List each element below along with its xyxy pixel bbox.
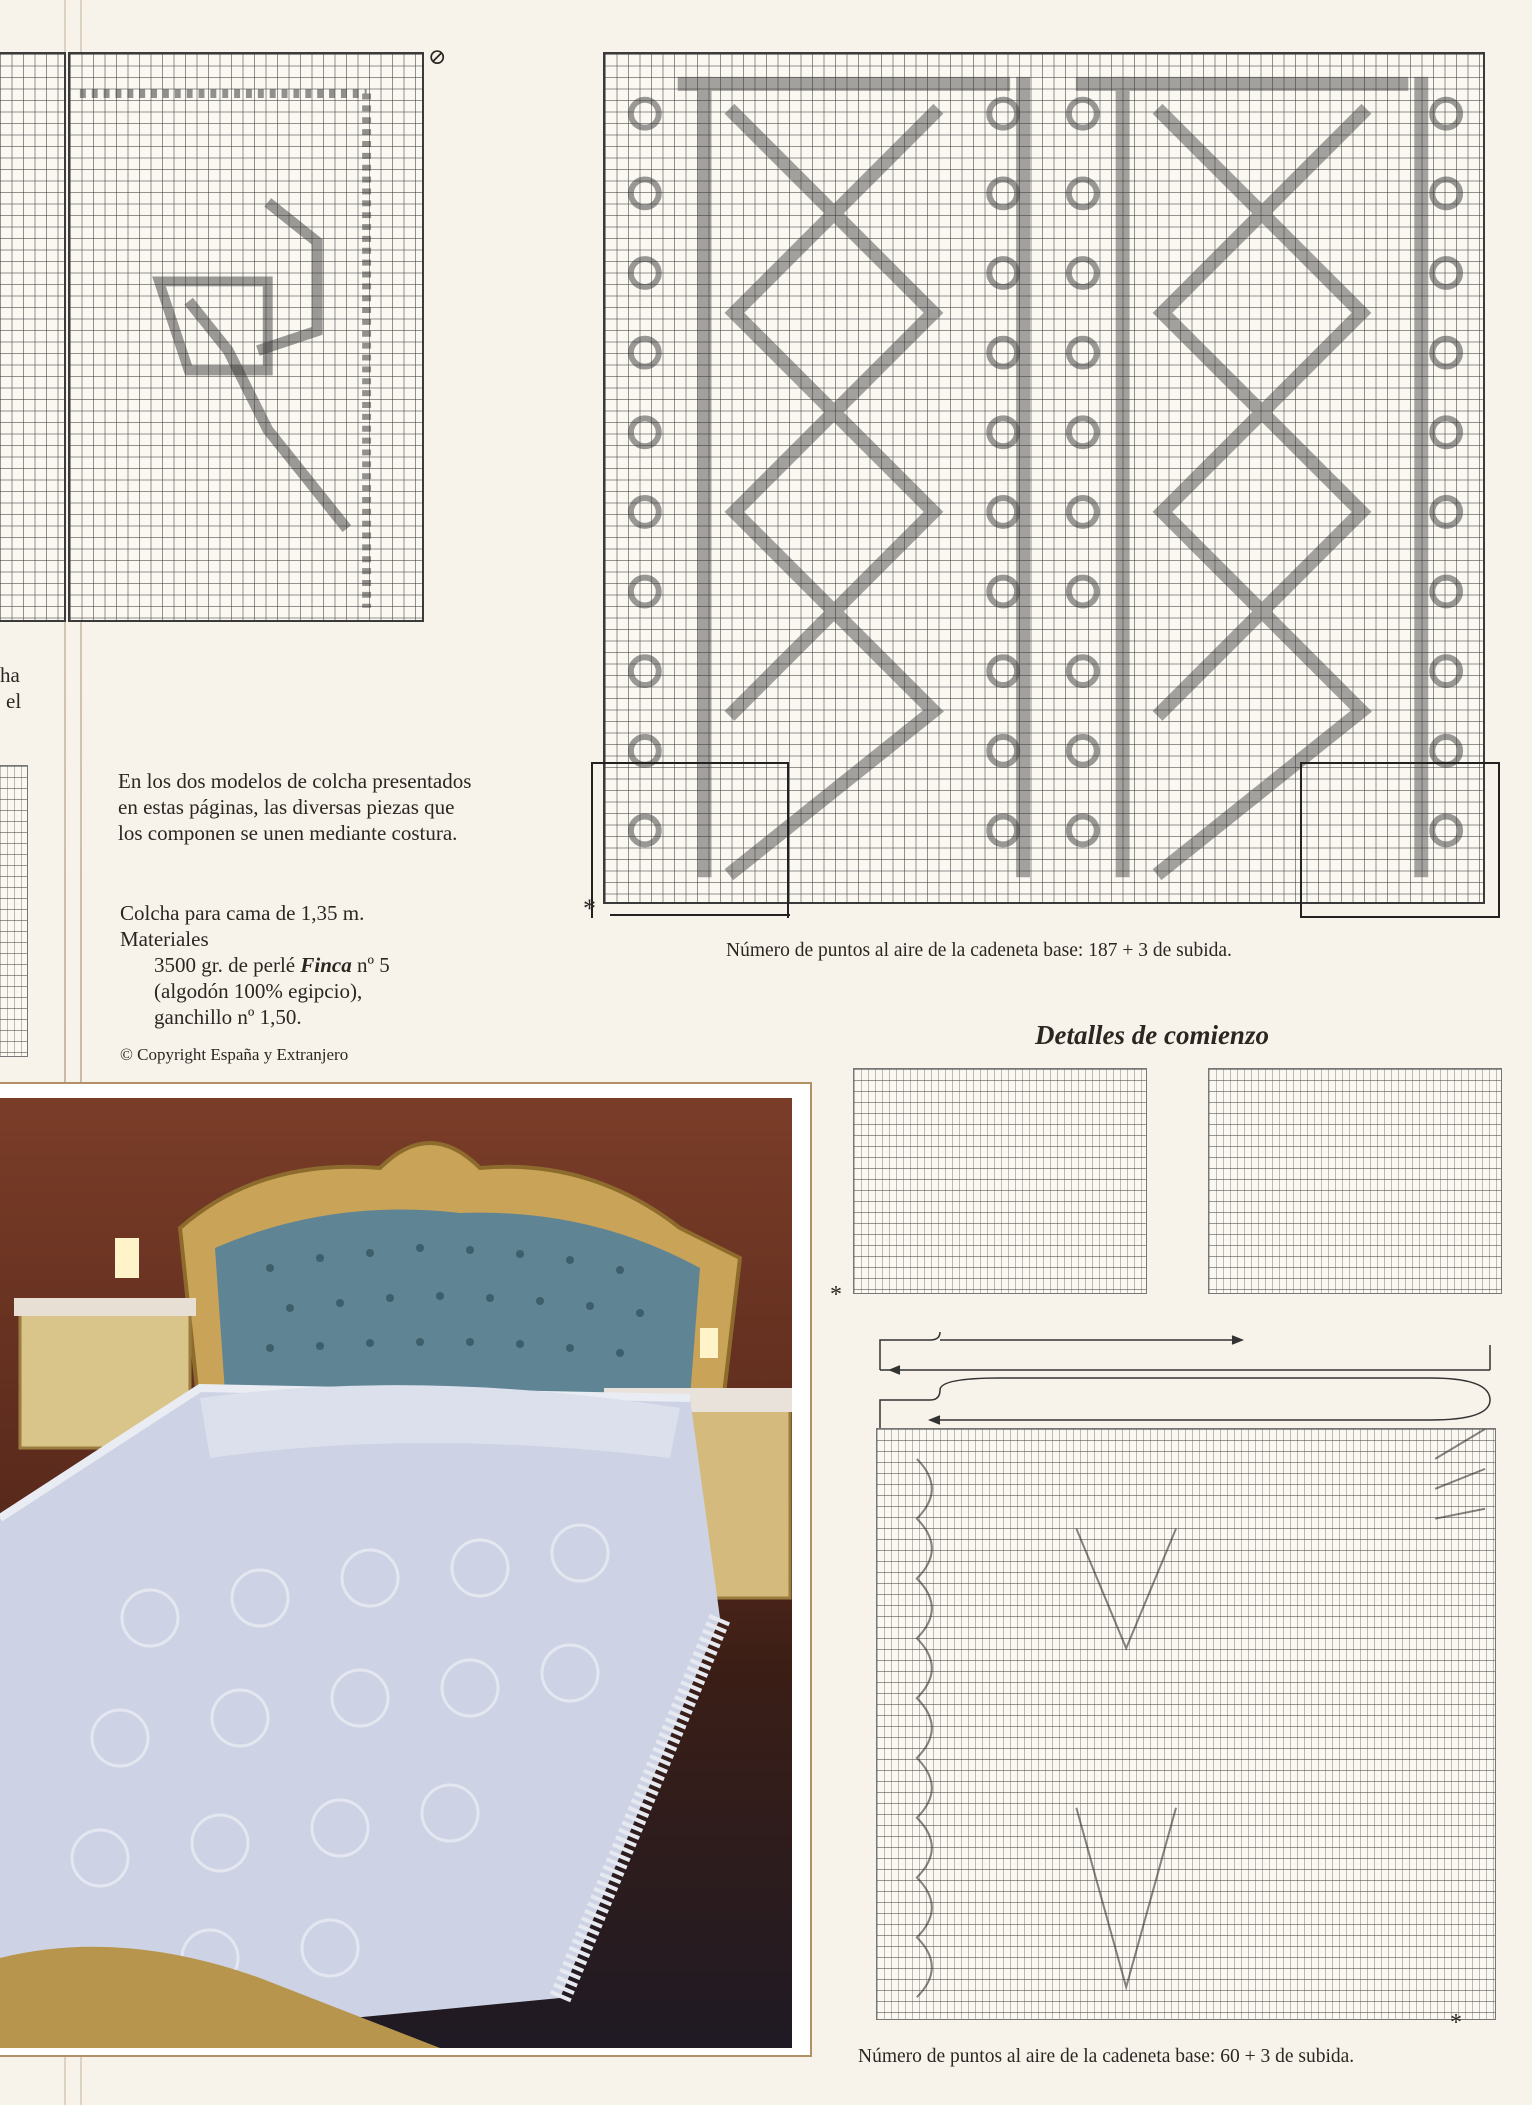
repeat-marker-right	[1300, 762, 1500, 918]
bed-size-line: Colcha para cama de 1,35 m.	[120, 901, 365, 925]
left-filet-chart	[68, 52, 424, 622]
intro-line: los componen se unen mediante costura.	[118, 821, 458, 845]
left-partial-text-1: ha	[0, 663, 20, 687]
left-filet-chart-fragment	[0, 52, 66, 622]
diagram-stitch-pattern	[877, 1429, 1495, 2019]
bedroom-photo	[0, 1098, 792, 2048]
intro-line: En los dos modelos de colcha presentados	[118, 769, 472, 793]
details-heading: Detalles de comienzo	[1035, 1020, 1269, 1050]
left-chart-pattern	[70, 54, 422, 618]
main-chart-caption: Número de puntos al aire de la cadeneta base: 187 + 3 de subida.	[726, 940, 1232, 961]
repeat-marker-left	[591, 762, 789, 918]
left-diagram-fragment	[0, 765, 28, 1057]
photo-frame	[0, 1082, 812, 2057]
materials-line-3: ganchillo nº 1,50.	[154, 1005, 302, 1029]
materials-thread-number: nº 5	[351, 953, 390, 977]
diagram-end-asterisk-icon: *	[1450, 2010, 1462, 2036]
circle-slash-icon: ⊘	[428, 44, 447, 69]
intro-line: en estas páginas, las diversas piezas que	[118, 795, 455, 819]
detail-asterisk-icon: *	[830, 1282, 842, 1308]
bottom-chart-caption: Número de puntos al aire de la cadeneta base: 60 + 3 de subida.	[858, 2046, 1355, 2067]
brand-name: Finca	[300, 953, 352, 977]
copyright-notice: © Copyright España y Extranjero	[120, 1045, 349, 1064]
materials-line-1	[120, 952, 560, 978]
row-direction-arrows	[870, 1330, 1502, 1440]
start-detail-diagram-left	[853, 1068, 1147, 1294]
start-detail-diagram-right	[1208, 1068, 1502, 1294]
bed-illustration	[0, 1098, 792, 2048]
materials-thread: 3500 gr. de perlé	[154, 953, 301, 977]
repeat-marker-left-base	[610, 914, 790, 916]
intro-paragraph	[118, 768, 578, 846]
start-detail-diagram-main	[876, 1428, 1496, 2020]
pattern-info	[120, 900, 560, 1030]
materials-line-2: (algodón 100% egipcio),	[154, 979, 363, 1003]
start-asterisk-icon: *	[583, 894, 596, 923]
left-partial-text-2: el	[6, 689, 22, 713]
materials-label: Materiales	[120, 927, 209, 951]
